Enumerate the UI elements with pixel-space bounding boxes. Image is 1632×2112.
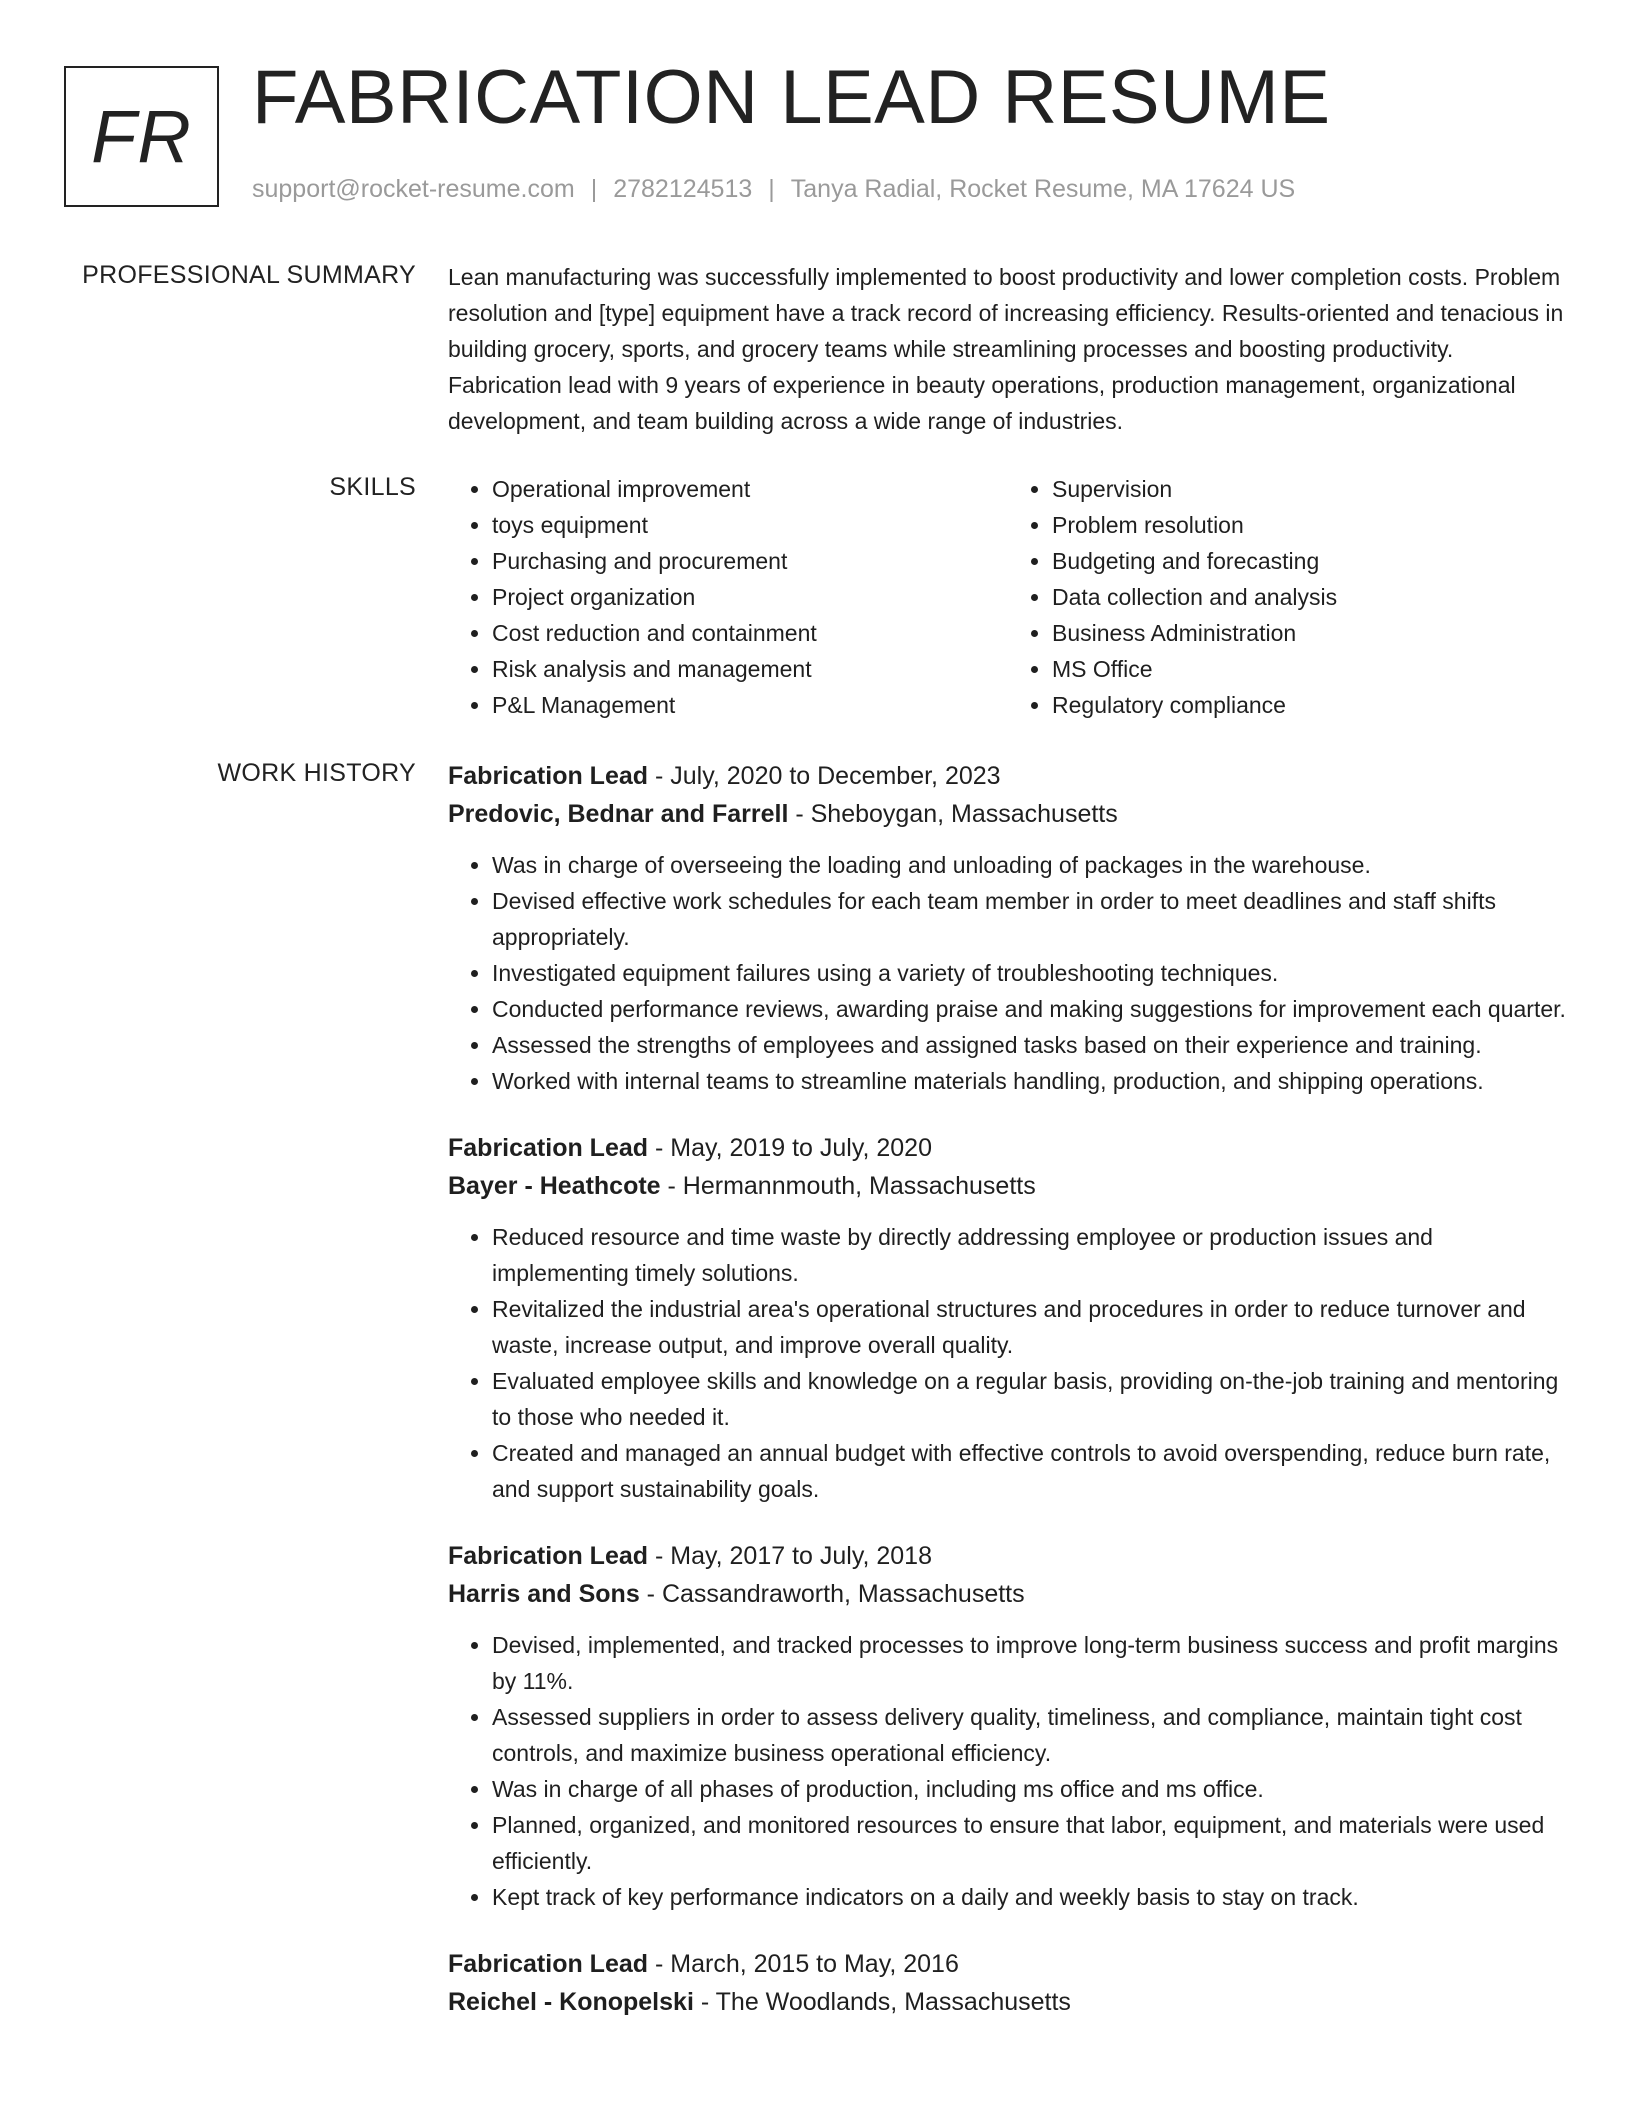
job-title-line [448,757,1568,795]
contact-email[interactable]: support@rocket-resume.com [252,175,575,203]
job-bullet: • Planned, organized, and monitored resources to ensure that labor, equipment, and materials were used efficiently. [492,1807,1568,1879]
job-bullet: • Worked with internal teams to streamline materials handling, production, and shipping operations. [492,1063,1568,1099]
contact-address: Tanya Radial, Rocket Resume, MA 17624 US [790,175,1296,203]
contact-separator: | [590,175,598,203]
job-bullet: • Investigated equipment failures using a variety of troubleshooting techniques. [492,955,1568,991]
job-bullet: • Devised, implemented, and tracked processes to improve long-term business success and profit margins by 11%. [492,1627,1568,1699]
job-dates: - May, 2017 to July, 2018 [648,1542,932,1570]
skill-item: • Data collection and analysis [1052,579,1568,615]
skill-item: • Risk analysis and management [492,651,1008,687]
job-bullet-list [448,847,1568,1099]
job-company-line [448,1167,1568,1205]
job-bullet-list [448,1627,1568,1915]
job-location: - The Woodlands, Massachusetts [693,1988,1071,2016]
monogram-badge: FR [64,66,219,207]
job-bullet: • Evaluated employee skills and knowledge on a regular basis, providing on-the-job training and mentoring to those who needed it. [492,1363,1568,1435]
contact-phone[interactable]: 2782124513 [613,175,753,203]
section-label-skills: SKILLS [329,473,416,501]
contact-separator: | [768,175,775,203]
job-title-line [448,1537,1568,1575]
skills-grid [448,471,1568,723]
skill-item: • Purchasing and procurement [492,543,1008,579]
job-company: Predovic, Bednar and Farrell [448,800,789,828]
job-bullet: • Was in charge of all phases of production, including ms office and ms office. [492,1771,1568,1807]
job-bullet: • Assessed the strengths of employees and assigned tasks based on their experience and training. [492,1027,1568,1063]
contact-line [252,175,1295,204]
job-location: - Sheboygan, Massachusetts [788,800,1118,828]
skill-item: • Cost reduction and containment [492,615,1008,651]
resume-title: FABRICATION LEAD RESUME [252,55,1331,140]
job-bullet: • Kept track of key performance indicators on a daily and weekly basis to stay on track. [492,1879,1568,1915]
job-dates: - May, 2019 to July, 2020 [648,1134,932,1162]
job-bullet: • Reduced resource and time waste by directly addressing employee or production issues and implementing timely solutions. [492,1219,1568,1291]
skills-list-right [1008,471,1568,723]
skills-list-left [448,471,1008,723]
job-entry [448,1129,1568,1507]
job-title: Fabrication Lead [448,1134,649,1162]
job-location: - Cassandraworth, Massachusetts [639,1580,1025,1608]
job-bullet: • Assessed suppliers in order to assess delivery quality, timeliness, and compliance, maintain tight cost controls, and maximize business operational efficiency. [492,1699,1568,1771]
section-label-summary: PROFESSIONAL SUMMARY [82,261,416,289]
job-entry [448,1537,1568,1915]
job-title: Fabrication Lead [448,1950,649,1978]
summary-text: Lean manufacturing was successfully implemented to boost productivity and lower completion costs. Problem resolution and [type] equipment have a track record of increasing efficiency. Results-oriented and tenacious in building grocery, sports, and grocery teams while streamlining processes and boosting productivity. Fabrication lead with 9 years of experience in beauty operations, production management, organizational development, and team building across a wide range of industries. [448,264,1564,434]
skill-item: • Problem resolution [1052,507,1568,543]
skill-item: • Supervision [1052,471,1568,507]
job-bullet-list [448,1219,1568,1507]
job-company: Harris and Sons [448,1580,640,1608]
job-entry [448,757,1568,1099]
summary-body [448,259,1568,439]
skills-body [448,471,1568,723]
job-bullet: • Devised effective work schedules for each team member in order to meet deadlines and staff shifts appropriately. [492,883,1568,955]
job-bullet: • Created and managed an annual budget with effective controls to avoid overspending, reduce burn rate, and support sustainability goals. [492,1435,1568,1507]
job-company-line [448,1983,1568,2021]
job-company-line [448,795,1568,833]
job-entry [448,1945,1568,2021]
job-title-line [448,1129,1568,1167]
skill-item: • Project organization [492,579,1008,615]
job-title-line [448,1945,1568,1983]
job-company: Bayer - Heathcote [448,1172,661,1200]
skill-item: • Business Administration [1052,615,1568,651]
job-dates: - March, 2015 to May, 2016 [648,1950,959,1978]
job-bullet: • Conducted performance reviews, awarding praise and making suggestions for improvement each quarter. [492,991,1568,1027]
skill-item: • Regulatory compliance [1052,687,1568,723]
job-bullet: • Revitalized the industrial area's operational structures and procedures in order to reduce turnover and waste, increase output, and improve overall quality. [492,1291,1568,1363]
skill-item: • Operational improvement [492,471,1008,507]
work-history-body [448,757,1568,2051]
section-label-work-history: WORK HISTORY [217,759,416,787]
job-company-line [448,1575,1568,1613]
job-title: Fabrication Lead [448,1542,649,1570]
skill-item: • toys equipment [492,507,1008,543]
job-title: Fabrication Lead [448,762,649,790]
job-company: Reichel - Konopelski [448,1988,694,2016]
skill-item: • P&L Management [492,687,1008,723]
job-dates: - July, 2020 to December, 2023 [648,762,1001,790]
skill-item: • Budgeting and forecasting [1052,543,1568,579]
job-bullet: • Was in charge of overseeing the loading and unloading of packages in the warehouse. [492,847,1568,883]
job-location: - Hermannmouth, Massachusetts [660,1172,1036,1200]
skill-item: • MS Office [1052,651,1568,687]
